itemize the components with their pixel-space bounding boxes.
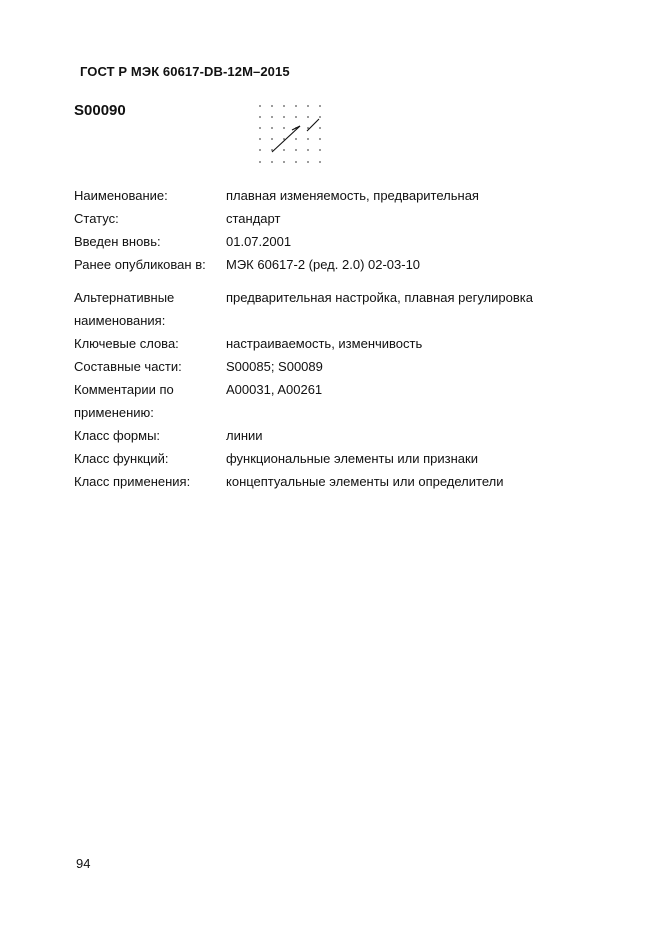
property-row (74, 355, 634, 378)
property-row (74, 230, 634, 253)
property-value: S00085; S00089 (226, 359, 323, 374)
property-label: Класс функций: (74, 451, 169, 466)
property-row (74, 286, 634, 332)
property-label: Составные части: (74, 359, 182, 374)
property-row (74, 184, 634, 207)
page-number: 94 (76, 856, 91, 871)
property-label: Класс применения: (74, 474, 191, 489)
property-label: Класс формы: (74, 428, 161, 443)
document-header: ГОСТ Р МЭК 60617-DB-12M–2015 (80, 64, 290, 79)
variable-adjustment-symbol-icon (252, 100, 332, 170)
property-row (74, 332, 634, 355)
property-label: Введен вновь: (74, 234, 161, 249)
adjustment-lines (272, 119, 319, 152)
symbol-id: S00090 (74, 102, 126, 119)
property-value: МЭК 60617-2 (ред. 2.0) 02-03-10 (226, 257, 421, 272)
property-value: функциональные элементы или признаки (226, 451, 478, 466)
property-label: Наименование: (74, 188, 168, 203)
property-row (74, 253, 634, 276)
property-row (74, 424, 634, 447)
property-label: Альтернативные наименования: (74, 290, 175, 328)
property-label: Ранее опубликован в: (74, 257, 206, 272)
property-value: A00031, A00261 (226, 382, 323, 397)
property-value: концептуальные элементы или определители (226, 474, 504, 489)
property-value: плавная изменяемость, предварительная (226, 188, 479, 203)
grid-dots (259, 105, 321, 163)
property-label: Статус: (74, 211, 119, 226)
property-row (74, 207, 634, 230)
property-row (74, 470, 634, 493)
property-value: предварительная настройка, плавная регулировка (226, 290, 533, 305)
property-value: 01.07.2001 (226, 234, 292, 249)
property-label: Комментарии по применению: (74, 382, 174, 420)
symbol-properties (74, 184, 634, 493)
property-value: стандарт (226, 211, 281, 226)
property-label: Ключевые слова: (74, 336, 179, 351)
property-value: настраиваемость, изменчивость (226, 336, 423, 351)
property-row (74, 378, 634, 424)
property-value: линии (226, 428, 263, 443)
property-row (74, 447, 634, 470)
